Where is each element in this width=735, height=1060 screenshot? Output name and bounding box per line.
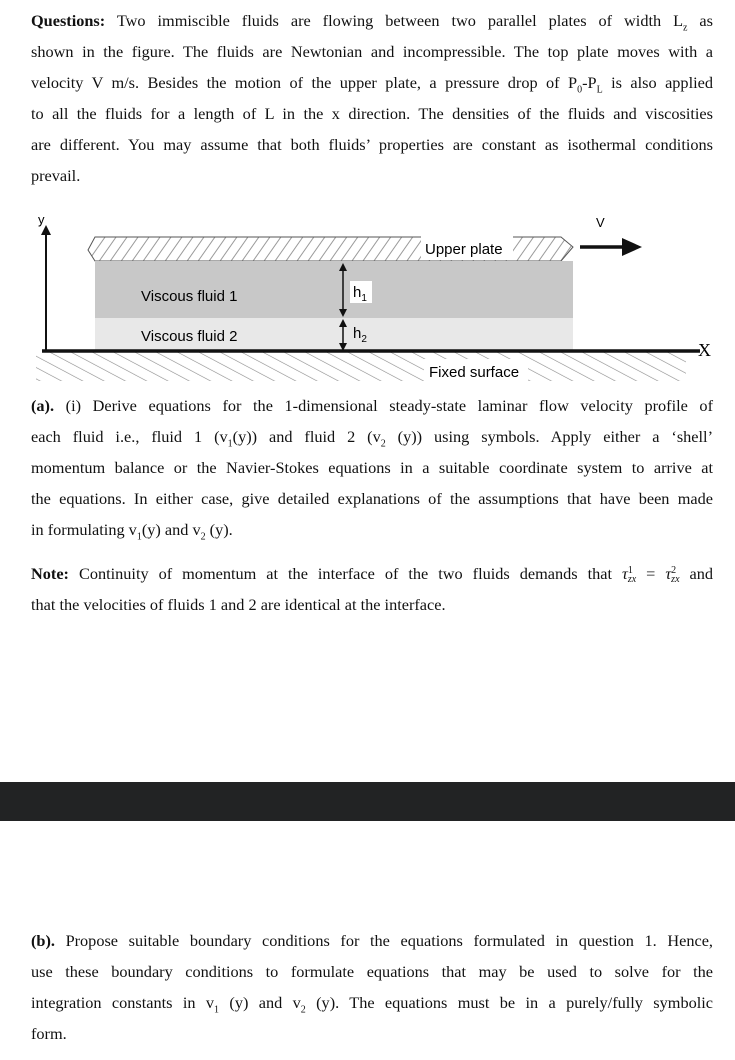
note-label: Note: bbox=[31, 564, 69, 583]
velocity-arrowhead bbox=[622, 238, 642, 256]
fixed-surface-hatch bbox=[36, 351, 686, 381]
questions-paragraph: Questions: Two immiscible fluids are flowing between two parallel plates of width $L_z$ as shown in the figure. The fluids are Newtonian and incompressible. The top plate moves with a velocity V m/s. Besides the motion of the upper plate, a pressure drop of $P_0-P_L$ is also applied to all the fluids for a length of L in the x direction. The densities of the fluids and viscosities are different. You may assume that both fluids’ properties are constant as isothermal conditions prevail. bbox=[31, 11, 713, 185]
x-axis-label: X bbox=[698, 340, 711, 360]
part-b-label: (b). bbox=[31, 931, 55, 950]
h2-label: $h_2$ bbox=[353, 325, 367, 345]
part-a-paragraph: (a). (i) Derive equations for the 1-dimensional steady-state laminar flow velocity profile of each fluid i.e., fluid 1 $(v_1(y))$ and fluid 2 ($v_2$ (y)) using symbols. Apply either a ‘shell’ momentum balance or the Navier-Stokes equations in a suitable coordinate system to arrive at the equations. In either case, give detailed explanations of the assumptions that have been made in formulating $v_1(y)$ and $v_2$ (y). bbox=[31, 396, 713, 543]
viscous-fluid-1-label: Viscous fluid 1 bbox=[141, 288, 238, 305]
velocity-label: V bbox=[596, 215, 605, 230]
page-divider-band bbox=[0, 782, 735, 821]
viscous-fluid-2-label: Viscous fluid 2 bbox=[141, 328, 238, 345]
part-b-paragraph: (b). Propose suitable boundary conditions for the equations formulated in question 1. Hence, use these boundary conditions to formulate equations that may be used to solve for the integration constants in $v_1$ (y) and $v_2$ (y). The equations must be in a purely/fully symbolic form. bbox=[31, 931, 714, 1043]
two-fluid-flow-diagram bbox=[28, 205, 718, 385]
part-a-label: (a). bbox=[31, 396, 55, 415]
note-paragraph: Note: Continuity of momentum at the interface of the two fluids demands that τ 1 zx = τ 2 zx and that the velocities of fluids 1 and 2 are identical at the interface. bbox=[31, 564, 714, 614]
upper-plate-label: Upper plate bbox=[425, 241, 503, 258]
h1-label: $h_1$ bbox=[353, 284, 367, 304]
y-axis-label: y bbox=[38, 212, 45, 227]
tau-zx-1: τ 1 zx bbox=[622, 564, 637, 586]
fixed-surface-label: Fixed surface bbox=[429, 364, 520, 381]
questions-label: Questions: bbox=[31, 11, 106, 30]
tau-zx-2: τ 2 zx bbox=[665, 564, 680, 586]
